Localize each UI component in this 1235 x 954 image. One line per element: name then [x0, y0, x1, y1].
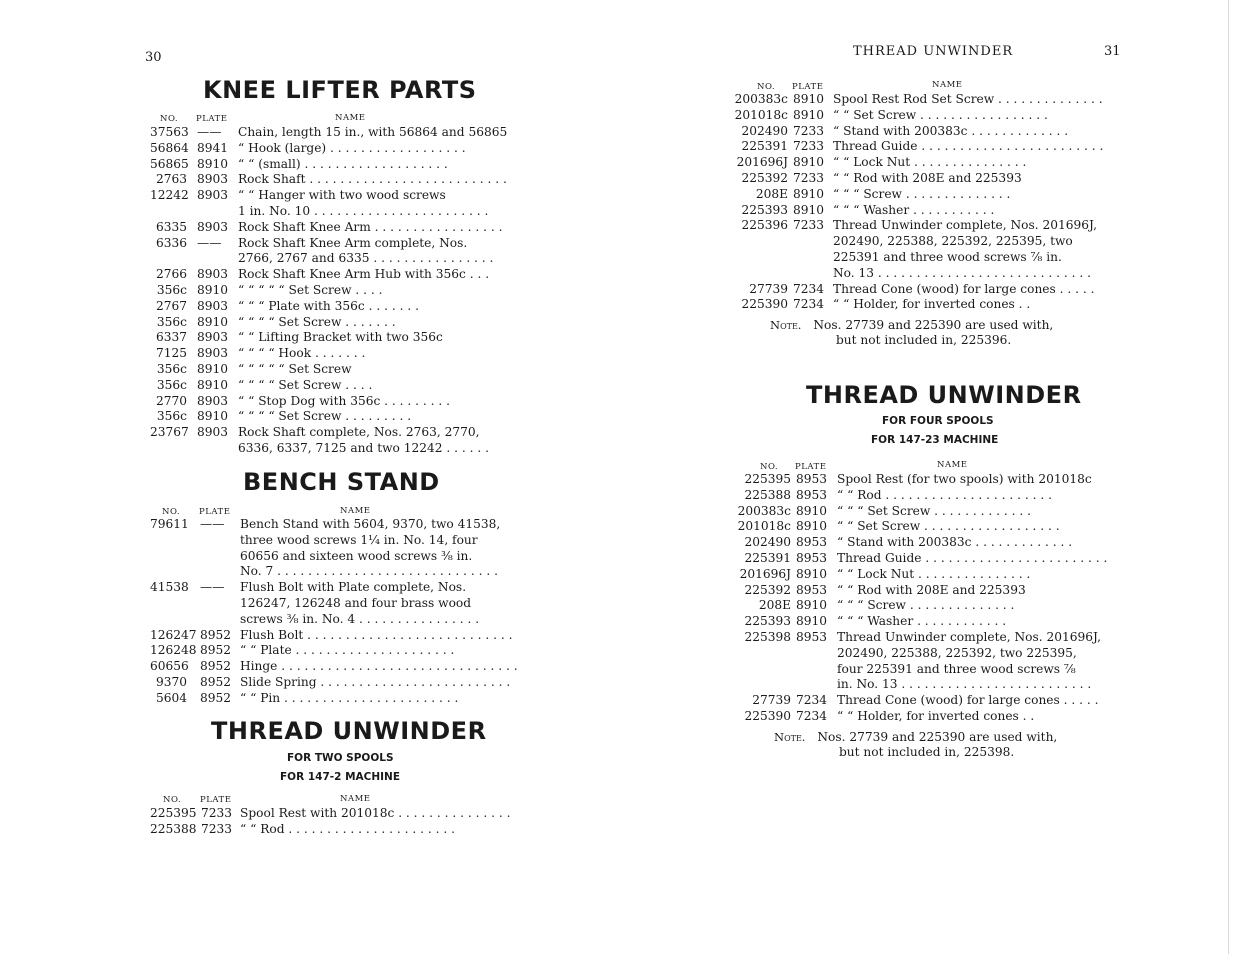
part-name: Thread Cone (wood) for large cones . . . . . — [833, 281, 1095, 296]
page-number: 31 — [1104, 44, 1121, 59]
part-number: 202490 — [744, 535, 791, 550]
table-row — [150, 346, 490, 362]
table-row — [150, 378, 490, 394]
table-row — [150, 549, 490, 565]
table-row — [150, 330, 490, 346]
part-name: “ “ Stop Dog with 356c . . . . . . . . . — [238, 393, 451, 408]
plate-number: 8903 — [197, 219, 229, 234]
part-name: “ “ “ “ Set Screw . . . . — [238, 377, 373, 392]
plate-number: 8903 — [197, 346, 229, 361]
part-name: “ Hook (large) . . . . . . . . . . . . . . . . . . — [238, 140, 466, 155]
table-row — [731, 550, 1108, 567]
part-name: Flush Bolt with Plate complete, Nos. — [240, 580, 467, 595]
part-number: 27739 — [749, 281, 788, 296]
plate-number: 8910 — [793, 107, 825, 122]
part-number: 225393 — [741, 202, 788, 217]
column-header-plate: PLATE — [792, 82, 824, 92]
column-header-plate: PLATE — [795, 462, 827, 472]
part-number: 356c — [156, 377, 187, 392]
part-number: 200383c — [734, 92, 788, 106]
section-subtitle-machine: FOR 147-2 MACHINE — [280, 771, 401, 783]
part-number: 2766 — [155, 267, 187, 282]
plate-number: 8910 — [796, 566, 828, 581]
part-number: 60656 — [150, 659, 189, 674]
part-name: “ “ Rod with 208E and 225393 — [833, 170, 1022, 185]
part-number: 225388 — [150, 821, 197, 836]
plate-number: 8903 — [197, 425, 229, 440]
plate-number: 8910 — [197, 377, 229, 392]
table-row — [731, 583, 1091, 599]
part-name: Thread Unwinder complete, Nos. 201696J, — [837, 629, 1102, 644]
part-number: 2770 — [155, 393, 187, 408]
part-number: 225390 — [741, 297, 788, 312]
part-name: “ “ Lifting Bracket with two 356c — [238, 330, 443, 345]
note-text: Nos. 27739 and 225390 are used with, — [817, 730, 1058, 744]
part-number: 126247 — [150, 627, 197, 642]
part-name: Slide Spring . . . . . . . . . . . . . . . . . . . . . . . . . — [240, 674, 511, 689]
table-row — [731, 504, 1091, 520]
plate-number: 8903 — [197, 330, 229, 345]
part-name: Thread Cone (wood) for large cones . . . . . — [837, 693, 1099, 708]
plate-number: 8941 — [197, 140, 229, 155]
plate-number: 7233 — [793, 123, 825, 138]
part-number: 2767 — [155, 298, 187, 313]
part-name: “ “ Rod . . . . . . . . . . . . . . . . . . . . . . — [837, 487, 1052, 502]
part-number: 202490 — [741, 123, 788, 138]
part-name: 225391 and three wood screws ⅞ in. — [833, 249, 1062, 264]
part-number: 201696J — [736, 155, 788, 170]
table-row — [150, 157, 490, 173]
part-name: 1 in. No. 10 . . . . . . . . . . . . . . . . . . . . . . . — [238, 203, 489, 218]
part-name: in. No. 13 . . . . . . . . . . . . . . . . . . . . . . . . . — [837, 677, 1092, 692]
table-row — [731, 203, 1091, 219]
part-number: 208E — [755, 186, 788, 201]
part-name: Spool Rest (for two spools) with 201018c — [837, 472, 1092, 486]
part-number: 7125 — [155, 346, 187, 361]
part-name: “ “ Holder, for inverted cones . . — [833, 297, 1031, 312]
table-row — [150, 172, 507, 188]
part-name: Thread Guide . . . . . . . . . . . . . . . . . . . . . . . . — [833, 139, 1104, 154]
parts-table-thread-unwinder-continued — [731, 92, 1104, 313]
part-name: “ “ Rod . . . . . . . . . . . . . . . . . . . . . . — [240, 821, 455, 836]
part-number: 356c — [156, 314, 187, 329]
part-name: Rock Shaft Knee Arm Hub with 356c . . . — [238, 267, 490, 282]
column-header-name: NAME — [340, 794, 371, 804]
parts-table-knee-lifter — [150, 125, 508, 457]
part-number: 225396 — [741, 218, 788, 233]
table-row — [150, 425, 490, 441]
part-name: “ “ Pin . . . . . . . . . . . . . . . . . . . . . . . — [240, 690, 459, 705]
section-title-thread-unwinder-two-spools: THREAD UNWINDER — [211, 717, 487, 745]
plate-number: 8953 — [796, 550, 828, 565]
plate-number: 8910 — [796, 598, 828, 613]
table-row — [150, 822, 490, 838]
plate-number: 8910 — [796, 503, 828, 518]
table-row — [150, 441, 490, 457]
column-header-name: NAME — [335, 113, 366, 123]
column-header-plate: PLATE — [200, 795, 232, 805]
plate-number: 7233 — [793, 139, 825, 154]
part-name: No. 7 . . . . . . . . . . . . . . . . . . . . . . . . . . . . . — [240, 564, 498, 579]
part-number: 208E — [758, 598, 791, 613]
table-row — [150, 251, 494, 267]
part-name: Rock Shaft Knee Arm complete, Nos. — [238, 235, 468, 250]
plate-number: 7233 — [201, 806, 233, 820]
part-number: 79611 — [150, 517, 189, 531]
part-name: Rock Shaft . . . . . . . . . . . . . . . . . . . . . . . . . . — [238, 172, 507, 187]
running-head: THREAD UNWINDER — [853, 44, 1014, 59]
table-row — [731, 139, 1104, 155]
table-row — [731, 92, 1103, 108]
part-number: 200383c — [737, 503, 791, 518]
table-row — [150, 533, 490, 549]
plate-number: 8953 — [796, 582, 828, 597]
plate-number: 7234 — [796, 693, 828, 708]
table-row — [731, 218, 1098, 234]
plate-number: 8952 — [200, 643, 232, 658]
plate-number: 8910 — [796, 519, 828, 534]
table-row — [731, 662, 1091, 678]
column-header-name: NAME — [340, 506, 371, 516]
plate-number: 8952 — [200, 674, 232, 689]
plate-number: 8910 — [197, 156, 229, 171]
part-number: 225395 — [744, 472, 791, 486]
part-name: 202490, 225388, 225392, two 225395, — [837, 645, 1077, 660]
table-row — [150, 315, 490, 331]
part-name: three wood screws 1¼ in. No. 14, four — [240, 532, 478, 547]
part-number: 6337 — [155, 330, 187, 345]
part-name: “ Stand with 200383c . . . . . . . . . . . . . — [833, 123, 1069, 138]
part-number: 6335 — [155, 219, 187, 234]
table-row — [731, 297, 1091, 313]
part-name: “ “ “ “ Set Screw . . . . . . . — [238, 314, 396, 329]
table-row — [731, 567, 1091, 583]
section-title-knee-lifter-parts: KNEE LIFTER PARTS — [203, 76, 477, 104]
table-row — [150, 394, 490, 410]
table-row — [731, 677, 1091, 693]
plate-number: 8903 — [197, 188, 229, 203]
plate-number: 8910 — [197, 314, 229, 329]
part-number: 356c — [156, 361, 187, 376]
part-name: “ “ Set Screw . . . . . . . . . . . . . . . . . — [833, 107, 1048, 122]
part-name: “ “ “ Screw . . . . . . . . . . . . . . — [833, 186, 1011, 201]
part-name: Bench Stand with 5604, 9370, two 41538, — [240, 517, 501, 531]
table-row — [731, 155, 1091, 171]
note-label: Note. — [774, 730, 806, 744]
part-number: 23767 — [150, 425, 189, 440]
plate-number: 8952 — [200, 659, 232, 674]
right-page — [617, 0, 1235, 954]
part-name: screws ⅜ in. No. 4 . . . . . . . . . . . . . . . . — [240, 611, 480, 626]
table-row — [731, 124, 1091, 140]
part-name: “ “ “ Washer . . . . . . . . . . . — [833, 202, 995, 217]
table-row — [731, 108, 1091, 124]
table-row — [731, 629, 1102, 646]
part-name: Spool Rest Rod Set Screw . . . . . . . . . . . . . . — [833, 92, 1103, 106]
part-number: 56865 — [150, 156, 189, 171]
table-row — [731, 535, 1091, 551]
plate-number: 8953 — [796, 629, 828, 644]
part-number: 225390 — [744, 708, 791, 723]
table-row — [731, 234, 1091, 250]
table-row — [731, 472, 1091, 488]
part-name: four 225391 and three wood screws ⅞ — [837, 661, 1076, 676]
plate-number: 7233 — [201, 821, 233, 836]
table-row — [731, 519, 1091, 535]
plate-number: 8910 — [793, 92, 825, 106]
section-subtitle-machine: FOR 147-23 MACHINE — [871, 434, 999, 446]
table-row — [150, 141, 490, 157]
part-number: 225392 — [741, 170, 788, 185]
table-row — [150, 236, 490, 252]
part-name: 6336, 6337, 7125 and two 12242 . . . . . . — [238, 440, 490, 455]
table-row — [731, 281, 1095, 298]
part-name: “ “ Hanger with two wood screws — [238, 188, 446, 203]
table-row — [731, 171, 1091, 187]
note — [770, 317, 1053, 333]
part-number: 225392 — [744, 582, 791, 597]
part-name: Hinge . . . . . . . . . . . . . . . . . . . . . . . . . . . . . . . — [240, 659, 518, 674]
part-name: Chain, length 15 in., with 56864 and 56865 — [238, 125, 508, 139]
table-row — [731, 646, 1091, 662]
note-text-continued: but not included in, 225396. — [836, 333, 1012, 347]
part-name: “ “ “ Set Screw . . . . . . . . . . . . . — [837, 503, 1032, 518]
part-number: 225398 — [744, 629, 791, 644]
column-header-no: NO. — [760, 462, 779, 472]
table-row — [150, 267, 490, 283]
part-number: 27739 — [752, 693, 791, 708]
plate-number: 7234 — [793, 281, 825, 296]
column-header-no: NO. — [162, 507, 181, 517]
plate-number: 8910 — [197, 282, 229, 297]
part-number: 225393 — [744, 614, 791, 629]
plate-number: —— — [200, 580, 225, 595]
table-row — [150, 409, 490, 425]
part-number: 225388 — [744, 487, 791, 502]
part-name: “ “ (small) . . . . . . . . . . . . . . . . . . . — [238, 156, 448, 171]
table-row — [150, 564, 498, 580]
table-row — [150, 643, 490, 659]
plate-number: 8903 — [197, 267, 229, 282]
table-row — [731, 693, 1099, 709]
plate-number: 8910 — [796, 614, 828, 629]
table-row — [150, 362, 490, 378]
plate-number: 8952 — [200, 627, 232, 642]
part-name: “ “ Plate . . . . . . . . . . . . . . . . . . . . . — [240, 643, 455, 658]
table-row — [150, 283, 490, 299]
plate-number: 7234 — [793, 297, 825, 312]
plate-number: —— — [197, 235, 222, 250]
part-number: 41538 — [150, 580, 189, 595]
table-row — [731, 488, 1091, 504]
table-row — [150, 204, 490, 220]
parts-table-thread-unwinder-two-spools — [150, 806, 511, 838]
section-subtitle: FOR FOUR SPOOLS — [882, 415, 994, 427]
part-number: 356c — [156, 282, 187, 297]
column-header-name: NAME — [932, 80, 963, 90]
part-name: No. 13 . . . . . . . . . . . . . . . . . . . . . . . . . . . . — [833, 265, 1091, 280]
part-name: “ “ Set Screw . . . . . . . . . . . . . . . . . . — [837, 519, 1060, 534]
part-name: 60656 and sixteen wood screws ⅜ in. — [240, 548, 473, 563]
table-row — [150, 219, 503, 236]
plate-number: 7234 — [796, 708, 828, 723]
part-number: 201018c — [737, 519, 791, 534]
note-text-continued: but not included in, 225398. — [839, 745, 1015, 759]
parts-table-thread-unwinder-four-spools — [731, 472, 1108, 725]
table-row — [150, 674, 511, 691]
part-number: 12242 — [150, 188, 189, 203]
plate-number: 8953 — [796, 487, 828, 502]
part-name: Flush Bolt . . . . . . . . . . . . . . . . . . . . . . . . . . . — [240, 627, 513, 642]
part-number: 9370 — [155, 674, 187, 689]
part-name: Rock Shaft Knee Arm . . . . . . . . . . . . . . . . . — [238, 219, 503, 234]
part-name: 202490, 225388, 225392, 225395, two — [833, 234, 1073, 249]
part-number: 225395 — [150, 806, 197, 820]
part-number: 37563 — [150, 125, 189, 139]
part-name: “ “ “ “ “ Set Screw — [238, 361, 352, 376]
part-number: 2763 — [155, 172, 187, 187]
table-row — [150, 299, 490, 315]
plate-number: 8903 — [197, 172, 229, 187]
part-number: 5604 — [155, 690, 187, 705]
plate-number: 7233 — [793, 218, 825, 233]
plate-number: 8910 — [793, 186, 825, 201]
table-row — [731, 614, 1091, 630]
plate-number: 8910 — [197, 409, 229, 424]
table-row — [150, 627, 513, 644]
column-header-plate: PLATE — [196, 114, 228, 124]
column-header-no: NO. — [160, 114, 179, 124]
part-name: “ “ Lock Nut . . . . . . . . . . . . . . . — [837, 566, 1031, 581]
plate-number: 8910 — [197, 361, 229, 376]
left-page — [0, 0, 617, 954]
part-name: “ “ “ Screw . . . . . . . . . . . . . . — [837, 598, 1015, 613]
part-number: 126248 — [150, 643, 197, 658]
part-number: 225391 — [741, 139, 788, 154]
note — [774, 729, 1057, 745]
part-name: 126247, 126248 and four brass wood — [240, 595, 472, 610]
section-subtitle: FOR TWO SPOOLS — [287, 752, 394, 764]
part-name: Thread Unwinder complete, Nos. 201696J, — [833, 218, 1098, 233]
table-row — [731, 266, 1091, 282]
table-row — [150, 580, 490, 596]
plate-number: —— — [197, 125, 222, 139]
part-name: “ Stand with 200383c . . . . . . . . . . . . . — [837, 535, 1073, 550]
table-row — [150, 612, 490, 628]
column-header-name: NAME — [937, 460, 968, 470]
part-name: “ “ Rod with 208E and 225393 — [837, 582, 1026, 597]
plate-number: 8953 — [796, 535, 828, 550]
part-name: “ “ “ “ Set Screw . . . . . . . . . — [238, 409, 412, 424]
plate-number: 8952 — [200, 690, 232, 705]
table-row — [731, 709, 1091, 725]
part-name: “ “ “ Plate with 356c . . . . . . . — [238, 298, 419, 313]
part-number: 201018c — [734, 107, 788, 122]
part-name: Spool Rest with 201018c . . . . . . . . . . . . . . . — [240, 806, 511, 820]
part-name: “ “ “ “ “ Set Screw . . . . — [238, 282, 383, 297]
plate-number: 8903 — [197, 298, 229, 313]
part-number: 6336 — [155, 235, 187, 250]
section-title-thread-unwinder-four-spools: THREAD UNWINDER — [806, 381, 1082, 409]
part-name: Rock Shaft complete, Nos. 2763, 2770, — [238, 425, 480, 440]
table-row — [150, 125, 508, 141]
table-row — [731, 598, 1091, 614]
table-row — [731, 250, 1091, 266]
part-name: “ “ “ “ Hook . . . . . . . — [238, 346, 366, 361]
plate-number: 8910 — [793, 155, 825, 170]
page-edge-divider — [1228, 0, 1229, 954]
part-number: 201696J — [739, 566, 791, 581]
part-name: Thread Guide . . . . . . . . . . . . . . . . . . . . . . . . — [837, 550, 1108, 565]
column-header-no: NO. — [163, 795, 182, 805]
plate-number: 8910 — [793, 202, 825, 217]
plate-number: 8953 — [796, 472, 828, 486]
part-name: “ “ Lock Nut . . . . . . . . . . . . . . . — [833, 155, 1027, 170]
column-header-no: NO. — [757, 82, 776, 92]
table-row — [150, 188, 490, 204]
plate-number: 7233 — [793, 170, 825, 185]
note-label: Note. — [770, 318, 802, 332]
page-number: 30 — [145, 50, 162, 65]
table-row — [731, 187, 1091, 203]
plate-number: 8903 — [197, 393, 229, 408]
table-row — [150, 806, 511, 822]
column-header-plate: PLATE — [199, 507, 231, 517]
section-title-bench-stand: BENCH STAND — [243, 468, 440, 496]
plate-number: —— — [200, 517, 225, 531]
part-name: “ “ Holder, for inverted cones . . — [837, 708, 1035, 723]
table-row — [150, 691, 490, 707]
part-number: 225391 — [744, 550, 791, 565]
part-number: 56864 — [150, 140, 189, 155]
table-row — [150, 596, 490, 612]
part-name: 2766, 2767 and 6335 . . . . . . . . . . . . . . . . — [238, 251, 494, 266]
part-name: “ “ “ Washer . . . . . . . . . . . . — [837, 614, 1007, 629]
note-text: Nos. 27739 and 225390 are used with, — [813, 318, 1054, 332]
part-number: 356c — [156, 409, 187, 424]
table-row — [150, 659, 518, 675]
parts-table-bench-stand — [150, 517, 518, 707]
table-row — [150, 517, 501, 533]
